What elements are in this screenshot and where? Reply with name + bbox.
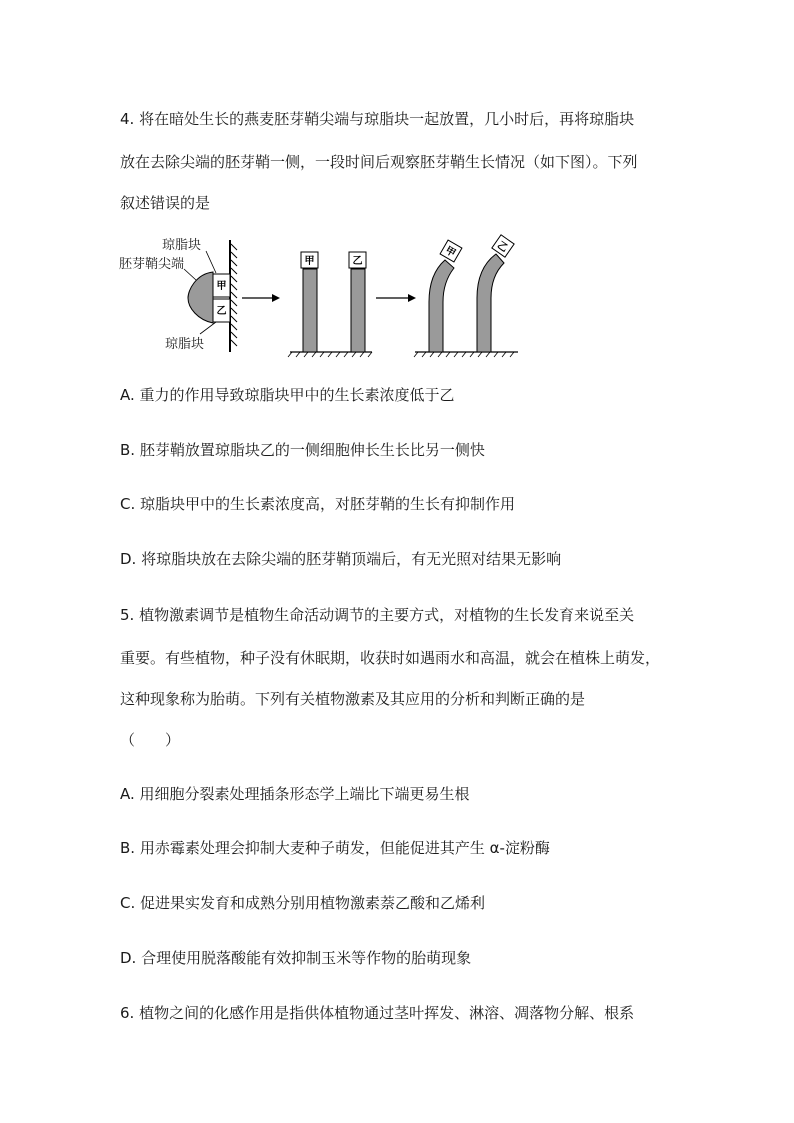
q4-stem-line-1: 4. 将在暗处生长的燕麦胚芽鞘尖端与琼脂块一起放置，几小时后，再将琼脂块 xyxy=(120,110,635,128)
svg-text:甲: 甲 xyxy=(216,281,227,292)
svg-text:甲: 甲 xyxy=(304,256,315,267)
svg-text:乙: 乙 xyxy=(352,256,363,267)
q5-stem-line-3: 这种现象称为胎萌。下列有关植物激素及其应用的分析和判断正确的是 xyxy=(120,690,586,708)
q5-option-a[interactable]: A. 用细胞分裂素处理插条形态学上端比下端更易生根 xyxy=(120,785,470,803)
q4-option-d[interactable]: D. 将琼脂块放在去除尖端的胚芽鞘顶端后，有无光照对结果无影响 xyxy=(120,550,562,568)
label-agar-top: 琼脂块 xyxy=(162,238,202,253)
coleoptile-straight-yi xyxy=(351,269,365,352)
wall-hatching xyxy=(231,244,237,346)
q5-stem-line-1: 5. 植物激素调节是植物生命活动调节的主要方式，对植物的生长发育来说至关 xyxy=(120,606,635,624)
q4-option-c[interactable]: C. 琼脂块甲中的生长素浓度高，对胚芽鞘的生长有抑制作用 xyxy=(120,495,516,513)
q5-option-d[interactable]: D. 合理使用脱落酸能有效抑制玉米等作物的胎萌现象 xyxy=(120,949,472,967)
svg-text:甲: 甲 xyxy=(443,245,458,260)
q5-option-b[interactable]: B. 用赤霉素处理会抑制大麦种子萌发，但能促进其产生 α-淀粉酶 xyxy=(120,839,550,857)
q4-stem-line-2: 放在去除尖端的胚芽鞘一侧，一段时间后观察胚芽鞘生长情况（如下图）。下列 xyxy=(120,153,638,171)
q4-figure xyxy=(110,228,530,360)
coleoptile-tip xyxy=(188,272,213,323)
coleoptile-bent-jia xyxy=(429,260,454,352)
q4-stem-line-3: 叙述错误的是 xyxy=(120,194,211,212)
q4-option-a[interactable]: A. 重力的作用导致琼脂块甲中的生长素浓度低于乙 xyxy=(120,386,455,404)
coleoptile-bent-yi xyxy=(477,254,504,352)
label-agar-bottom: 琼脂块 xyxy=(165,337,205,352)
q6-stem-line-1: 6. 植物之间的化感作用是指供体植物通过茎叶挥发、淋溶、凋落物分解、根系 xyxy=(120,1004,635,1022)
svg-text:乙: 乙 xyxy=(494,239,510,255)
q5-answer-blank[interactable]: （ ） xyxy=(120,731,181,749)
q4-option-b[interactable]: B. 胚芽鞘放置琼脂块乙的一侧细胞伸长生长比另一侧快 xyxy=(120,441,485,459)
q5-stem-line-2: 重要。有些植物，种子没有休眠期，收获时如遇雨水和高温，就会在植株上萌发， xyxy=(120,649,661,667)
q5-option-c[interactable]: C. 促进果实发育和成熟分别用植物激素萘乙酸和乙烯利 xyxy=(120,894,486,912)
coleoptile-straight-jia xyxy=(303,269,317,352)
label-tip: 胚芽鞘尖端 xyxy=(119,257,185,272)
svg-text:乙: 乙 xyxy=(216,306,227,317)
